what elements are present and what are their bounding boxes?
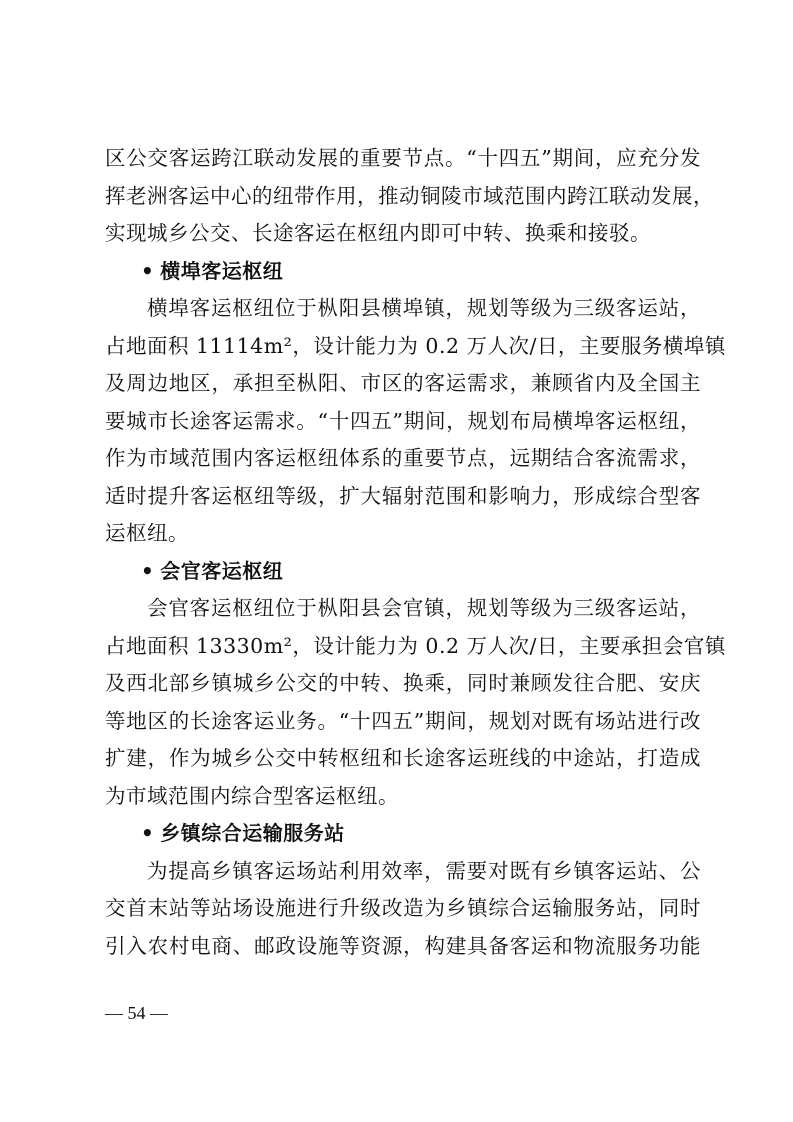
paragraph-line: 及西北部乡镇城乡公交的中转、换乘，同时兼顾发往合肥、安庆 bbox=[105, 671, 701, 695]
bullet-icon: • bbox=[141, 558, 155, 583]
paragraph-line: 扩建，作为城乡公交中转枢纽和长途客运班线的中途站，打造成 bbox=[105, 746, 701, 770]
paragraph-line: 要城市长途客运需求。“十四五”期间，规划布局横埠客运枢纽， bbox=[105, 408, 701, 433]
paragraph-line: 实现城乡公交、长途客运在枢纽内即可中转、换乘和接驳。 bbox=[105, 221, 651, 245]
paragraph-line: 等地区的长途客运业务。“十四五”期间，规划对既有场站进行改 bbox=[105, 708, 701, 733]
document-body bbox=[105, 140, 726, 965]
section-heading-huiguan bbox=[105, 553, 701, 591]
paragraph-line: 占地面积 11114m²，设计能力为 0.2 万人次/日，主要服务横埠镇 bbox=[105, 333, 726, 358]
paragraph-line: 引入农村电商、邮政设施等资源，构建具备客运和物流服务功能 bbox=[105, 933, 701, 958]
paragraph-line: 区公交客运跨江联动发展的重要节点。“十四五”期间，应充分发 bbox=[105, 146, 701, 170]
paragraph-line: 适时提升客运枢纽等级，扩大辐射范围和影响力，形成综合型客 bbox=[105, 483, 701, 508]
hengbu-paragraph bbox=[105, 290, 726, 553]
intro-paragraph bbox=[105, 140, 714, 253]
paragraph-line: 及周边地区，承担至枞阳、市区的客运需求，兼顾省内及全国主 bbox=[105, 371, 701, 395]
heading-text: 乡镇综合运输服务站 bbox=[160, 821, 345, 845]
paragraph-line: 交首末站等站场设施进行升级改造为乡镇综合运输服务站，同时 bbox=[105, 896, 701, 920]
paragraph-line: 运枢纽。 bbox=[105, 521, 189, 545]
section-heading-hengbu bbox=[105, 253, 701, 291]
township-paragraph bbox=[105, 853, 701, 966]
section-heading-township bbox=[105, 815, 701, 853]
paragraph-line: 为提高乡镇客运场站利用效率，需要对既有乡镇客运站、公 bbox=[147, 858, 701, 883]
heading-text: 横埠客运枢纽 bbox=[160, 258, 284, 283]
paragraph-line: 会官客运枢纽位于枞阳县会官镇，规划等级为三级客运站， bbox=[147, 596, 701, 620]
paragraph-line: 横埠客运枢纽位于枞阳县横埠镇，规划等级为三级客运站， bbox=[147, 296, 701, 320]
paragraph-line: 为市域范围内综合型客运枢纽。 bbox=[105, 783, 399, 808]
paragraph-line: 作为市域范围内客运枢纽体系的重要节点，远期结合客流需求， bbox=[105, 446, 701, 470]
bullet-icon: • bbox=[141, 821, 155, 845]
paragraph-line: 占地面积 13330m²，设计能力为 0.2 万人次/日，主要承担会官镇 bbox=[105, 633, 726, 658]
page-number: — 54 — bbox=[105, 1003, 168, 1023]
bullet-icon: • bbox=[141, 258, 155, 283]
paragraph-line: 挥老洲客运中心的纽带作用，推动铜陵市域范围内跨江联动发展， bbox=[105, 183, 714, 208]
heading-text: 会官客运枢纽 bbox=[160, 558, 284, 583]
huiguan-paragraph bbox=[105, 590, 726, 815]
